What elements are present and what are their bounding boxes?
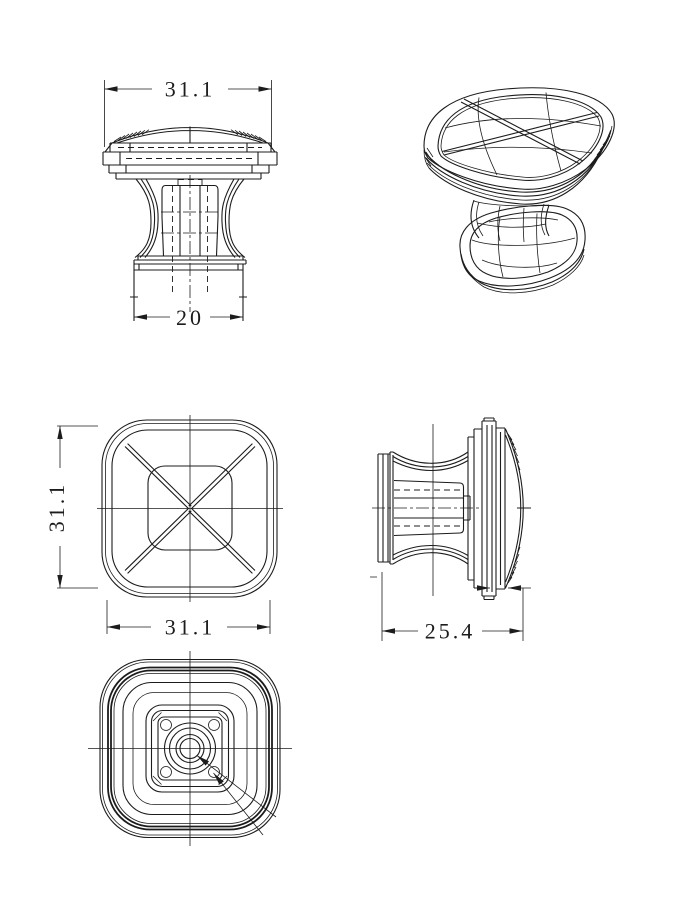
arrowhead bbox=[107, 624, 120, 629]
isometric-view bbox=[424, 88, 614, 293]
iso-base bbox=[460, 205, 585, 292]
dim-top-width bbox=[107, 600, 270, 640]
bottom-view bbox=[88, 651, 292, 846]
arrowhead bbox=[134, 314, 147, 319]
arrowhead bbox=[259, 86, 272, 91]
dim-top-height-label: 31.1 bbox=[44, 481, 69, 533]
arrowhead bbox=[57, 426, 62, 439]
dim-side-depth bbox=[382, 572, 523, 644]
arrowhead bbox=[508, 585, 521, 590]
center-cross bbox=[97, 415, 283, 602]
dim-front-base-width bbox=[134, 305, 243, 330]
center-cross bbox=[88, 651, 292, 846]
flange-stack bbox=[468, 418, 505, 600]
arrowhead bbox=[105, 86, 118, 91]
arrowhead bbox=[57, 575, 62, 588]
dim-top-width-label: 31.1 bbox=[164, 614, 216, 640]
front-view bbox=[103, 77, 277, 331]
side-view bbox=[370, 418, 531, 644]
iso-cap-face-edge bbox=[438, 95, 603, 181]
flange-step-1 bbox=[109, 165, 269, 173]
dim-front-base-label: 20 bbox=[176, 305, 204, 330]
dim-front-width-label: 31.1 bbox=[164, 76, 216, 102]
dim-side-depth-label: 25.4 bbox=[424, 618, 476, 644]
arrowhead bbox=[382, 628, 395, 633]
iso-cap-side-bands bbox=[424, 126, 612, 204]
cap-profile-arcs bbox=[506, 429, 532, 588]
dim-top-height bbox=[44, 426, 98, 588]
iso-face-diagonals bbox=[442, 99, 599, 164]
arrowhead bbox=[257, 624, 270, 629]
iso-neck bbox=[471, 200, 549, 242]
arrowhead bbox=[510, 628, 523, 633]
arrowhead bbox=[230, 314, 243, 319]
arrowhead bbox=[477, 585, 490, 590]
flange-step-2 bbox=[116, 173, 261, 179]
top-view bbox=[44, 415, 283, 640]
